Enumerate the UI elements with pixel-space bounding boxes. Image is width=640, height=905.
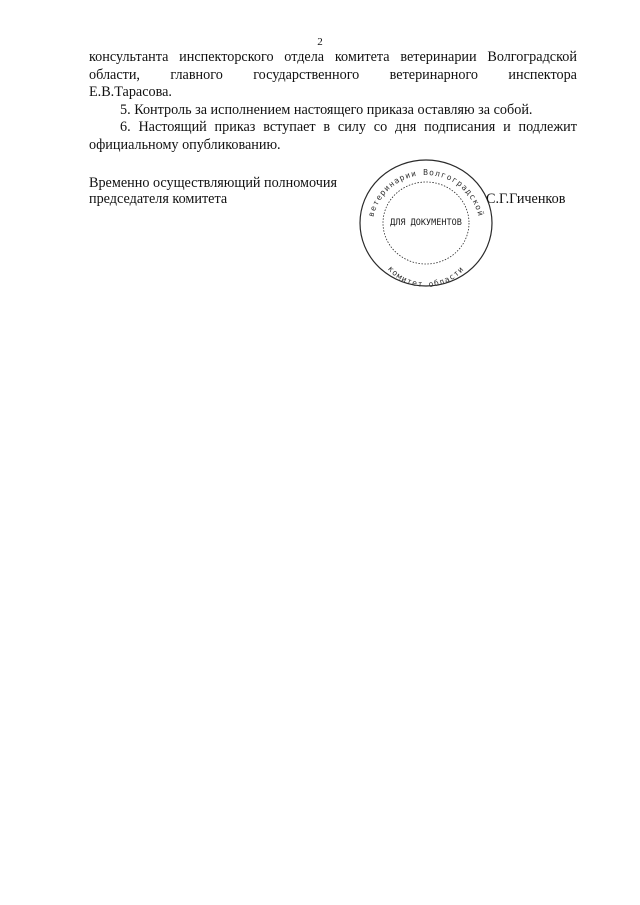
- word: приказ: [214, 119, 256, 136]
- word: вступает: [263, 119, 316, 136]
- word: и: [503, 119, 511, 136]
- item-5: 5. Контроль за исполнением настоящего приказа оставляю за собой.: [120, 101, 533, 118]
- word: инспектора: [508, 66, 577, 83]
- signatory-position-line-2: председателя комитета: [89, 190, 228, 207]
- item-6-line-1: [89, 119, 577, 137]
- word: консультанта: [89, 49, 169, 65]
- signatory-position: [89, 176, 337, 207]
- word: области,: [89, 66, 140, 83]
- word: 6.: [120, 119, 131, 136]
- body-line-2: [89, 67, 577, 85]
- word: отдела: [284, 49, 325, 65]
- word: инспекторского: [179, 49, 274, 65]
- document-body: [89, 49, 577, 155]
- stamp-center-text: ДЛЯ ДОКУМЕНТОВ: [390, 218, 462, 228]
- word: подлежит: [518, 119, 577, 136]
- svg-text:ветеринарии Волгоградской: [366, 168, 485, 218]
- signatory-name: С.Г.Гиченков: [486, 191, 566, 207]
- svg-text:комитет области: [386, 264, 466, 287]
- word: со: [373, 119, 388, 136]
- signatory-position-line-1: Временно осуществляющий полномочия: [89, 175, 338, 191]
- word: Настоящий: [138, 119, 207, 136]
- official-seal-stamp: [356, 155, 494, 287]
- stamp-top-arc-text: ветеринарии Волгоградской: [366, 168, 486, 218]
- word: Е.В.Тарасова.: [89, 84, 172, 101]
- word: силу: [337, 119, 366, 136]
- word: ветеринарии: [400, 49, 477, 65]
- word: комитета: [334, 49, 390, 65]
- item-6-line-2: официальному опубликованию.: [89, 136, 281, 153]
- word: дня: [394, 119, 417, 136]
- word: государственного: [253, 66, 360, 83]
- word: подписания: [424, 119, 496, 136]
- page-number: 2: [317, 36, 323, 48]
- body-line-3: [89, 84, 577, 102]
- stamp-bottom-arc-text: комитет области: [386, 264, 466, 287]
- word: в: [323, 119, 331, 136]
- word: главного: [170, 66, 223, 83]
- word: ветеринарного: [389, 66, 478, 83]
- word: Волгоградской: [487, 49, 577, 65]
- body-line-1: [89, 49, 577, 67]
